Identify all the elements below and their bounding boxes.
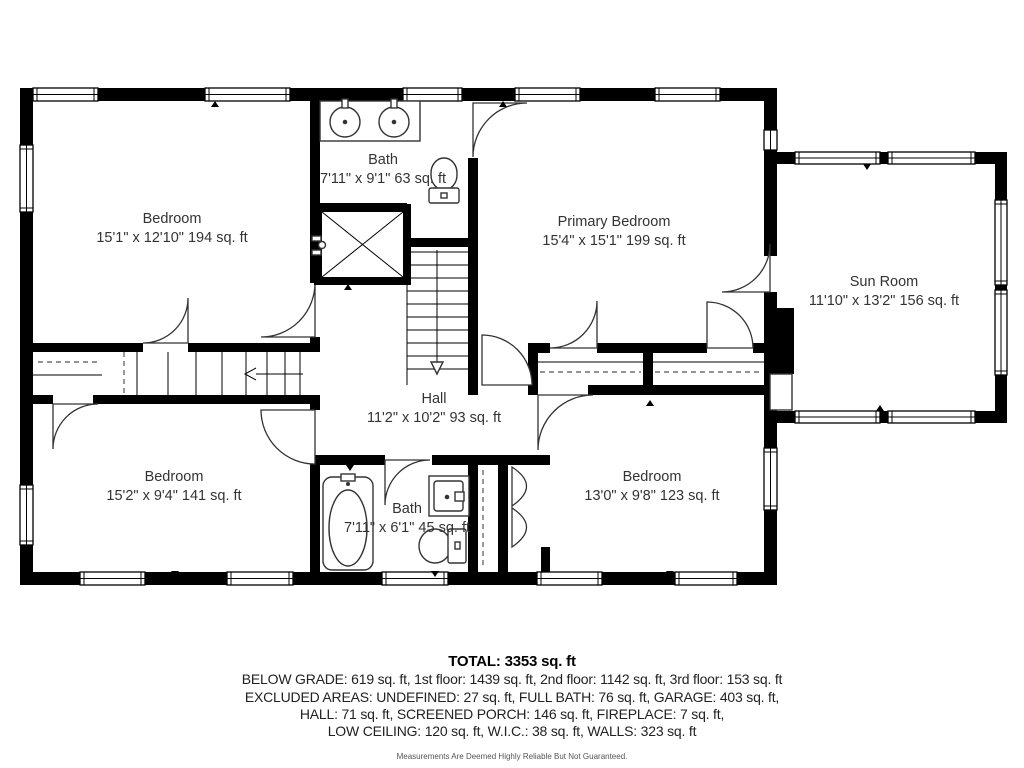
door-arc-primary-entry (482, 335, 532, 385)
door-arc-bedroom-bl (261, 410, 315, 464)
room-label-primary-bedroom (542, 213, 685, 251)
room-name: Bedroom (144, 469, 204, 485)
room-name: Hall (421, 391, 447, 407)
shower-icon (312, 208, 407, 281)
stairs-down-arrow-icon (431, 362, 443, 374)
stairs-left-arrow-icon (245, 368, 256, 380)
closet-door-icon (512, 508, 527, 547)
window-icon (764, 448, 777, 510)
excluded-areas-text-1: EXCLUDED AREAS: UNDEFINED: 27 sq. ft, FULL BATH: 76 sq. ft, GARAGE: 403 sq. ft, (244, 689, 780, 705)
excluded-areas-text-2: HALL: 71 sq. ft, SCREENED PORCH: 146 sq. ft, FIREPLACE: 7 sq. ft, (299, 706, 725, 722)
room-label-bedroom-br (584, 468, 719, 506)
window-icon (764, 130, 777, 150)
window-icon (20, 485, 33, 545)
room-dims: 15'1" x 12'10" 194 sq. ft (96, 230, 248, 246)
room-dims: 11'2" x 10'2" 93 sq. ft (366, 410, 502, 426)
room-dims: 15'2" x 9'4" 141 sq. ft (106, 488, 242, 504)
room-dims: 7'11" x 9'1" 63 sq. ft (320, 171, 446, 187)
door-arc-corridor-bottom (53, 404, 98, 449)
door-arc-bedroom-tl (261, 283, 315, 337)
window-icon (995, 290, 1007, 375)
room-dims: 15'4" x 15'1" 199 sq. ft (542, 233, 686, 249)
closet-door-icon (512, 467, 527, 506)
double-sink-vanity-icon (320, 99, 420, 141)
window-icon (33, 88, 98, 101)
room-name: Sun Room (849, 274, 919, 290)
door-arc-primary-closet-a (550, 301, 597, 348)
room-name: Bedroom (622, 469, 682, 485)
room-label-bath-bottom (344, 500, 470, 538)
window-icon (795, 411, 880, 423)
door-arc-corridor-top (143, 298, 188, 343)
door-arc-bath-bottom (385, 460, 430, 505)
door-arc-primary-closet-b (707, 302, 753, 348)
window-icon (227, 572, 293, 585)
window-icon (675, 572, 737, 585)
room-dims: 7'11" x 6'1" 45 sq. ft (344, 520, 470, 536)
stairs-main (407, 247, 468, 385)
excluded-areas-text-3: LOW CEILING: 120 sq. ft, W.I.C.: 38 sq. ft, WALLS: 323 sq. ft (327, 723, 697, 739)
room-label-bath-top (320, 151, 446, 189)
window-icon (888, 411, 975, 423)
window-icon (382, 572, 448, 585)
window-icon (795, 152, 880, 164)
window-icon (80, 572, 145, 585)
room-dims: 13'0" x 9'8" 123 sq. ft (584, 488, 720, 504)
room-name: Primary Bedroom (557, 214, 671, 230)
room-dims: 11'10" x 13'2" 156 sq. ft (808, 293, 960, 309)
window-icon (20, 145, 33, 212)
window-icon (537, 572, 602, 585)
window-icon (515, 88, 580, 101)
room-label-bedroom-bl (106, 468, 241, 506)
total-area-text: TOTAL: 3353 sq. ft (448, 653, 576, 670)
door-arc-sun-room (722, 244, 770, 292)
room-name: Bath (392, 501, 422, 517)
room-label-sun-room (809, 273, 959, 311)
floor-areas-text: BELOW GRADE: 619 sq. ft, 1st floor: 1439 sq. ft, 2nd floor: 1142 sq. ft, 3rd floor: 153 sq. ft (241, 671, 783, 687)
window-icon (888, 152, 975, 164)
window-icon (205, 88, 290, 101)
room-label-bedroom-tl (96, 210, 247, 248)
disclaimer-text: Measurements Are Deemed Highly Reliable But Not Guaranteed. (396, 752, 628, 761)
window-icon (995, 200, 1007, 285)
door-arc-bath-top (473, 103, 527, 157)
room-name: Bath (368, 152, 398, 168)
room-name: Bedroom (142, 211, 202, 227)
stairs-upper (124, 352, 303, 395)
door-arc-bedroom-br (538, 395, 593, 450)
window-icon (655, 88, 720, 101)
room-label-hall (367, 390, 501, 428)
window-icon (403, 88, 462, 101)
